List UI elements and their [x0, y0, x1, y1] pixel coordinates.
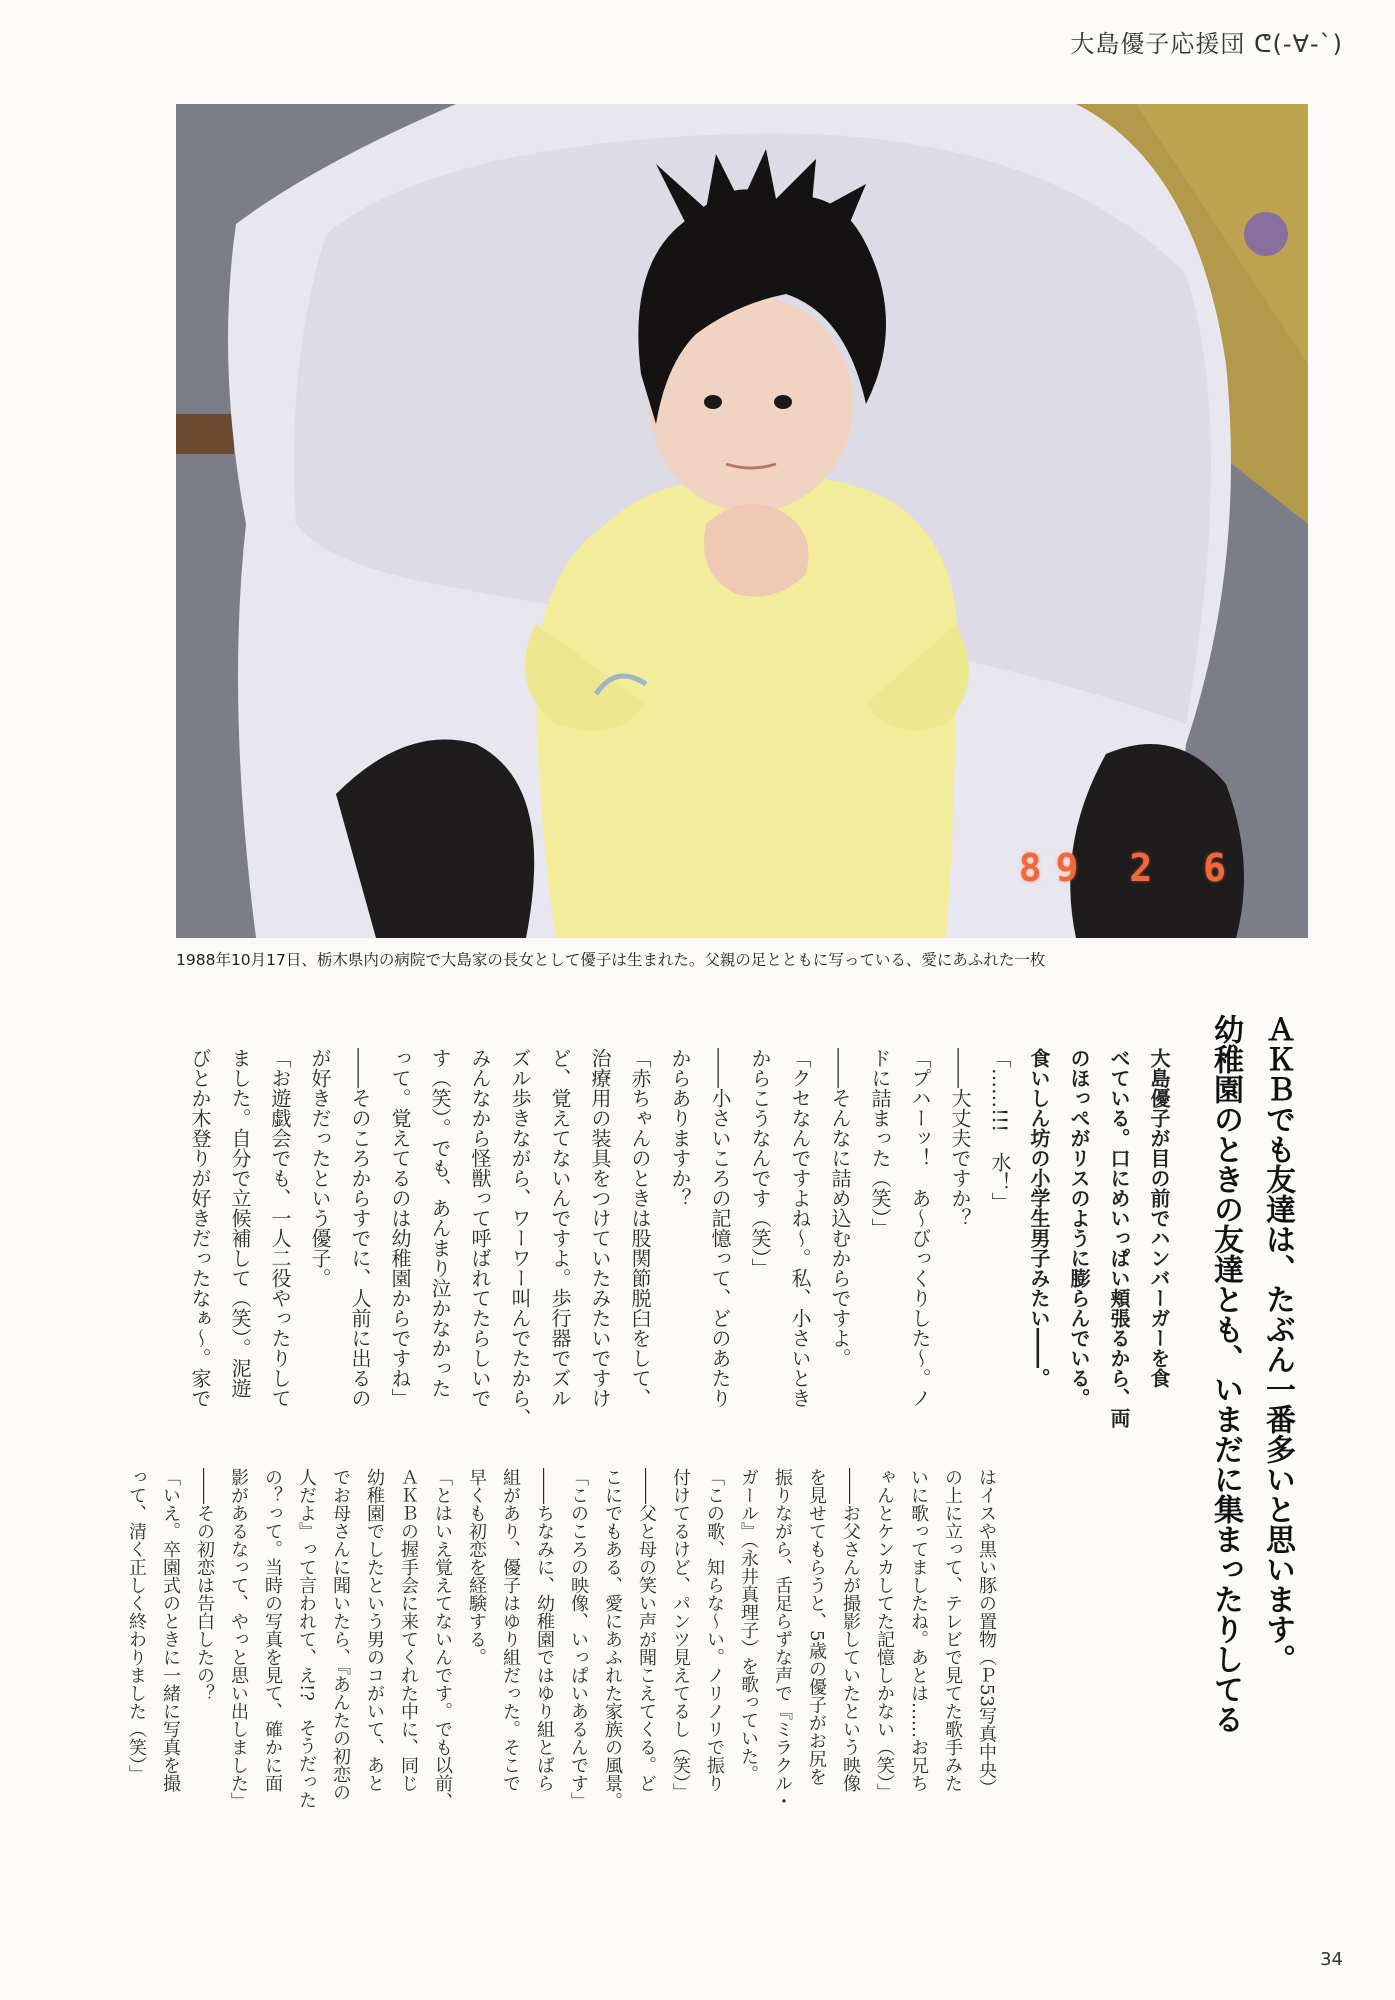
body-line: 「赤ちゃんのときは股関節脱臼をして、 — [628, 1048, 652, 1408]
body-line: の？って。当時の写真を見て、確かに面 — [262, 1468, 283, 1792]
body-line: 「お遊戯会でも、一人二役やったりして — [268, 1048, 292, 1408]
body-line: 振りながら、舌足らずな声で『ミラクル・ — [772, 1468, 793, 1810]
running-header: 大島優子応援団 ᕦ(-∀-`) — [1070, 30, 1343, 58]
photo-caption: 1988年10月17日、栃木県内の病院で大島家の長女として優子は生まれた。父親の足とともに写っている、愛にあふれた一枚 — [176, 951, 1046, 969]
body-line: ――小さいころの記憶って、どのあたり — [708, 1048, 732, 1408]
body-line: いに歌ってましたね。あとは……お兄ち — [908, 1468, 929, 1792]
body-line: ドに詰まった（笑）」 — [868, 1048, 892, 1238]
article-headline — [1199, 1014, 1303, 1864]
body-line: 「いえ。卒園式のときに一緒に写真を撮 — [160, 1468, 181, 1792]
lead-line: 食いしん坊の小学生男子みたい――。 — [1027, 1048, 1051, 1388]
photo-date-stamp: 89 2 6 — [1018, 846, 1240, 890]
body-line: 早くも初恋を経験する。 — [466, 1468, 487, 1666]
article-lead — [1019, 1048, 1179, 1878]
body-line: ました。自分で立候補して（笑）。泥遊 — [228, 1048, 252, 1398]
body-line: って。覚えてるのは幼稚園からですね」 — [388, 1048, 412, 1408]
body-line: 「このころの映像、いっぱいあるんです」 — [568, 1468, 589, 1810]
body-line: 治療用の装具をつけていたみたいですけ — [588, 1048, 612, 1408]
body-line: 付けてるけど、パンツ見えてるし（笑）」 — [670, 1468, 691, 1801]
body-line: って、清く正しく終わりました（笑）」 — [126, 1468, 147, 1783]
body-line: ――父と母の笑い声が聞こえてくる。ど — [636, 1468, 657, 1792]
body-line: こにでもある、愛にあふれた家族の風景。 — [602, 1468, 623, 1810]
body-line: でお母さんに聞いたら、『あんたの初恋の — [330, 1468, 351, 1801]
body-line: ズル歩きながら、ワーワー叫んでたから、 — [508, 1048, 532, 1428]
body-line: ――ちなみに、幼稚園ではゆり組とばら — [534, 1468, 555, 1792]
baby-photo-illustration — [176, 104, 1308, 938]
body-line: みんなから怪獣って呼ばれてたらしいで — [468, 1048, 492, 1408]
body-line: ど、覚えてないんですよ。歩行器でズル — [548, 1048, 572, 1408]
body-line: びとか木登りが好きだったなぁ～。家で — [188, 1048, 212, 1408]
headline-line-2: 幼稚園のときの友達とも、いまだに集まったりしてる — [1208, 1014, 1243, 1734]
body-line: 幼稚園でしたという男のコがいて、あと — [364, 1468, 385, 1792]
body-line: ＡＫＢの握手会に来てくれた中に、同じ — [398, 1468, 419, 1792]
body-line: 「クセなんですよね～。私、小さいとき — [788, 1048, 812, 1408]
body-line: からこうなんです（笑）」 — [748, 1048, 772, 1278]
body-line: 組があり、優子はゆり組だった。そこで — [500, 1468, 521, 1792]
body-line: ゃんとケンカしてた記憶しかない（笑）」 — [874, 1468, 895, 1801]
body-line: ――その初恋は告白したの？ — [194, 1468, 215, 1702]
body-line: ――大丈夫ですか？ — [948, 1048, 972, 1228]
body-line: す（笑）。でも、あんまり泣かなかった — [428, 1048, 452, 1398]
lead-line: のほっぺがリスのように膨らんでいる。 — [1067, 1048, 1091, 1408]
body-line: 「とはいえ覚えてないんです。でも以前、 — [432, 1468, 453, 1810]
headline-line-1: ＡＫＢでも友達は、たぶん一番多いと思います。 — [1260, 1014, 1295, 1674]
body-line: ――そのころからすでに、人前に出るの — [348, 1048, 372, 1408]
lead-line: べている。口にめいっぱい頬張るから、両 — [1107, 1048, 1131, 1428]
body-line: 「……!!! 水！」 — [988, 1048, 1012, 1213]
body-line: 「この歌、知らな～い。ノリノリで振り — [704, 1468, 725, 1792]
body-line: が好きだったという優子。 — [308, 1048, 332, 1288]
body-line: ――そんなに詰め込むからですよ。 — [828, 1048, 852, 1368]
body-line: 「プハーッ！ あ～びっくりした～。ノ — [908, 1048, 932, 1408]
baby-photo — [176, 104, 1308, 938]
body-line: の上に立って、テレビで見てた歌手みた — [942, 1468, 963, 1792]
page-number: 34 — [1320, 1949, 1343, 1970]
lead-line: 大島優子が目の前でハンバーガーを食 — [1147, 1048, 1171, 1388]
body-line: 影があるなって、やっと思い出しました」 — [228, 1468, 249, 1810]
body-line: 人だよ』って言われて、え!? そうだった — [296, 1468, 317, 1809]
body-line: を見せてもらうと、5歳の優子がお尻を — [806, 1468, 827, 1786]
body-line: ――お父さんが撮影していたという映像 — [840, 1468, 861, 1792]
body-line: ガール』（永井真理子）を歌っていた。 — [738, 1468, 759, 1783]
body-line: からありますか？ — [668, 1048, 692, 1208]
body-line: はイスや黒い豚の置物（Ｐ53写真中央） — [976, 1468, 997, 1797]
body-text-lower — [119, 1468, 1003, 1968]
